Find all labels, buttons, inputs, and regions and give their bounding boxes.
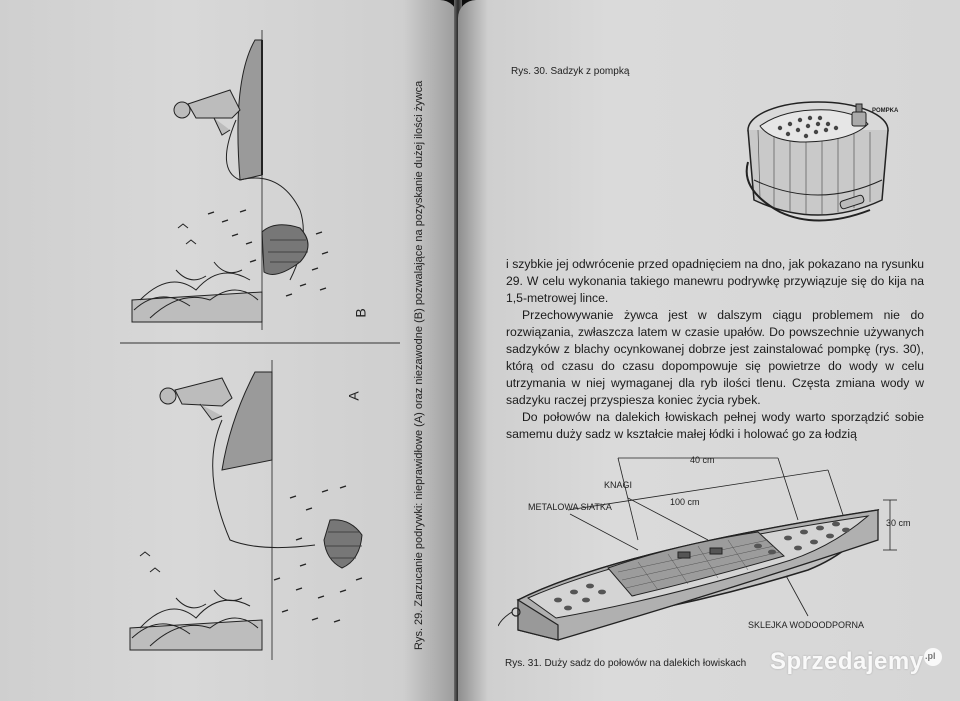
watermark-badge-text: .pl <box>925 651 936 661</box>
dim-40-label: 40 cm <box>690 455 715 465</box>
watermark-text: Sprzedajemy <box>770 648 924 675</box>
paragraph-3: Do połowów na dalekich łowiskach pełnej wody warto sporządzić sobie samemu duży sadz w kształcie małej łódki i holować go za łodzią <box>506 410 924 441</box>
body-text <box>506 256 924 443</box>
figure-31-caption: Rys. 31. Duży sadz do połowów na dalekich łowiskach <box>505 658 747 669</box>
paragraph-1: i szybkie jej odwrócenie przed opadnięciem na dno, jak pokazano na rysunku 29. W celu wykonania takiego manewru podrywkę przywiązuje się do kija na 1,5-metrowej lince. <box>506 257 924 305</box>
net-b-icon <box>262 225 308 275</box>
left-page <box>0 0 458 701</box>
figure-29-label-b: B <box>352 308 369 318</box>
right-page <box>458 0 960 701</box>
knagi-label: KNAGI <box>604 480 633 490</box>
figure-29-illustration <box>0 0 458 701</box>
sklejka-label: SKLEJKA WODOODPORNA <box>748 620 865 630</box>
dim-100-label: 100 cm <box>670 497 700 507</box>
paragraph-2: Przechowywanie żywca jest w dalszym ciągu problemem nie do rozwiązania, zwłaszcza latem w czasie upałów. Do powszechnie używanych sadzyków z blachy ocynkowanej dobrze jest zainstalować pompkę (rys. 30), którą od czasu do czasu dopompowuje się powietrze do wody w celu utrzymania w niej wymaganej dla ryb ilości tlenu. Częsta zmiana wody w sadzyku raczej przyspiesza koniec życia rybek. <box>506 308 924 407</box>
net-a-icon <box>324 520 362 568</box>
figure-29-caption: Rys. 29. Zarzucanie podrywki: nieprawidłowe (A) oraz niezawodne (B) pozwalające na pozyskanie dużej ilości żywca <box>413 80 425 650</box>
figure-30-caption: Rys. 30. Sadzyk z pompką <box>511 66 630 77</box>
dim-30-label: 30 cm <box>886 518 911 528</box>
pump-label: POMPKA <box>872 108 899 114</box>
figure-29-label-a: A <box>345 391 362 401</box>
metalowa-siatka-label: METALOWA SIATKA <box>528 502 612 512</box>
